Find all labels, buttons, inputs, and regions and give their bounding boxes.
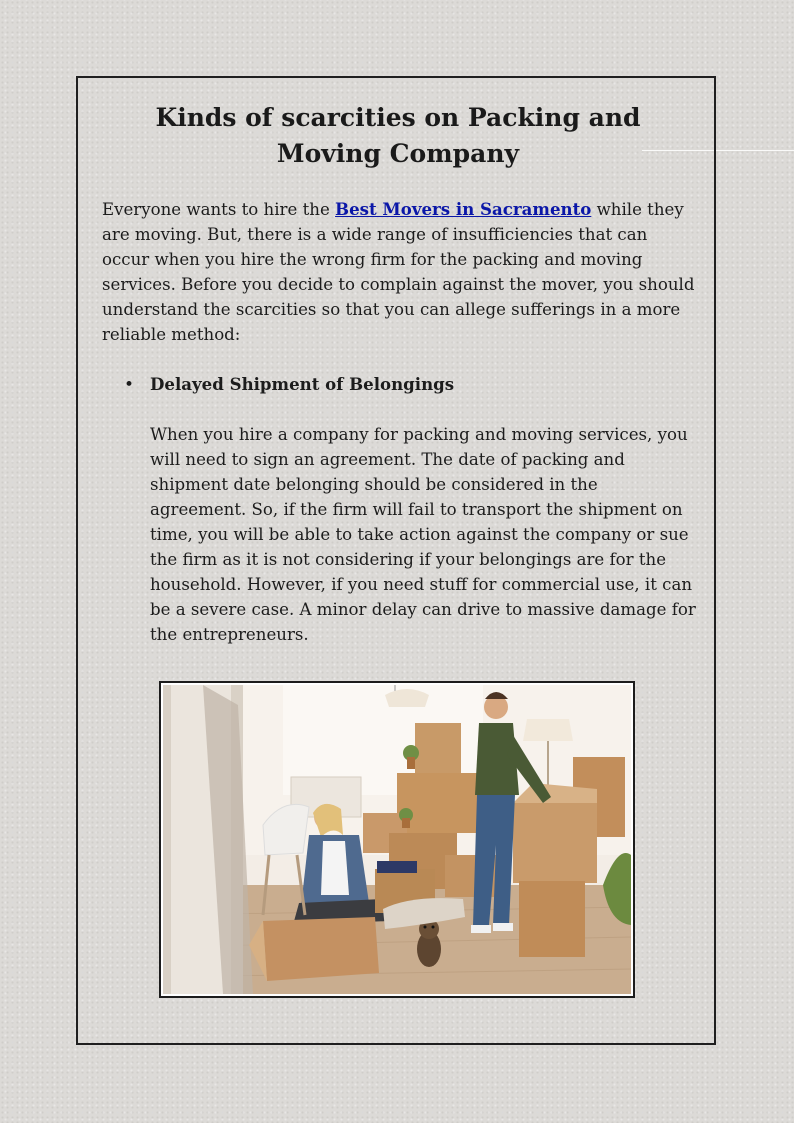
intro-paragraph (102, 197, 696, 347)
bullet-paragraph: When you hire a company for packing and moving services, you will need to sign an agreement. The date of packing and shipment date belonging should be considered in the agreement. So, if the firm will fail to transport the shipment on time, you will be able to take action against the company or sue the firm as it is not considering if your belongings are for the household. However, if you need stuff for commercial use, it can be a severe case. A minor delay can drive to massive damage for the entrepreneurs. (150, 425, 696, 644)
bullet-icon: • (124, 375, 135, 395)
best-movers-link[interactable]: Best Movers in Sacramento (335, 199, 592, 219)
bullet-heading: Delayed Shipment of Belongings (150, 374, 455, 394)
intro-text-start: Everyone wants to hire the (102, 200, 336, 219)
moving-photo (159, 681, 635, 998)
page-title: Kinds of scarcities on Packing and Moving Company (155, 103, 641, 168)
intro-text-end: while they are moving. But, there is a wide range of insufficiencies that can occur when you hire the wrong firm for the packing and moving services. Before you decide to complain against the mover, you should understand the scarcities so that you can allege sufferings in a more reliable method: (102, 200, 695, 344)
moving-illustration (163, 685, 631, 994)
